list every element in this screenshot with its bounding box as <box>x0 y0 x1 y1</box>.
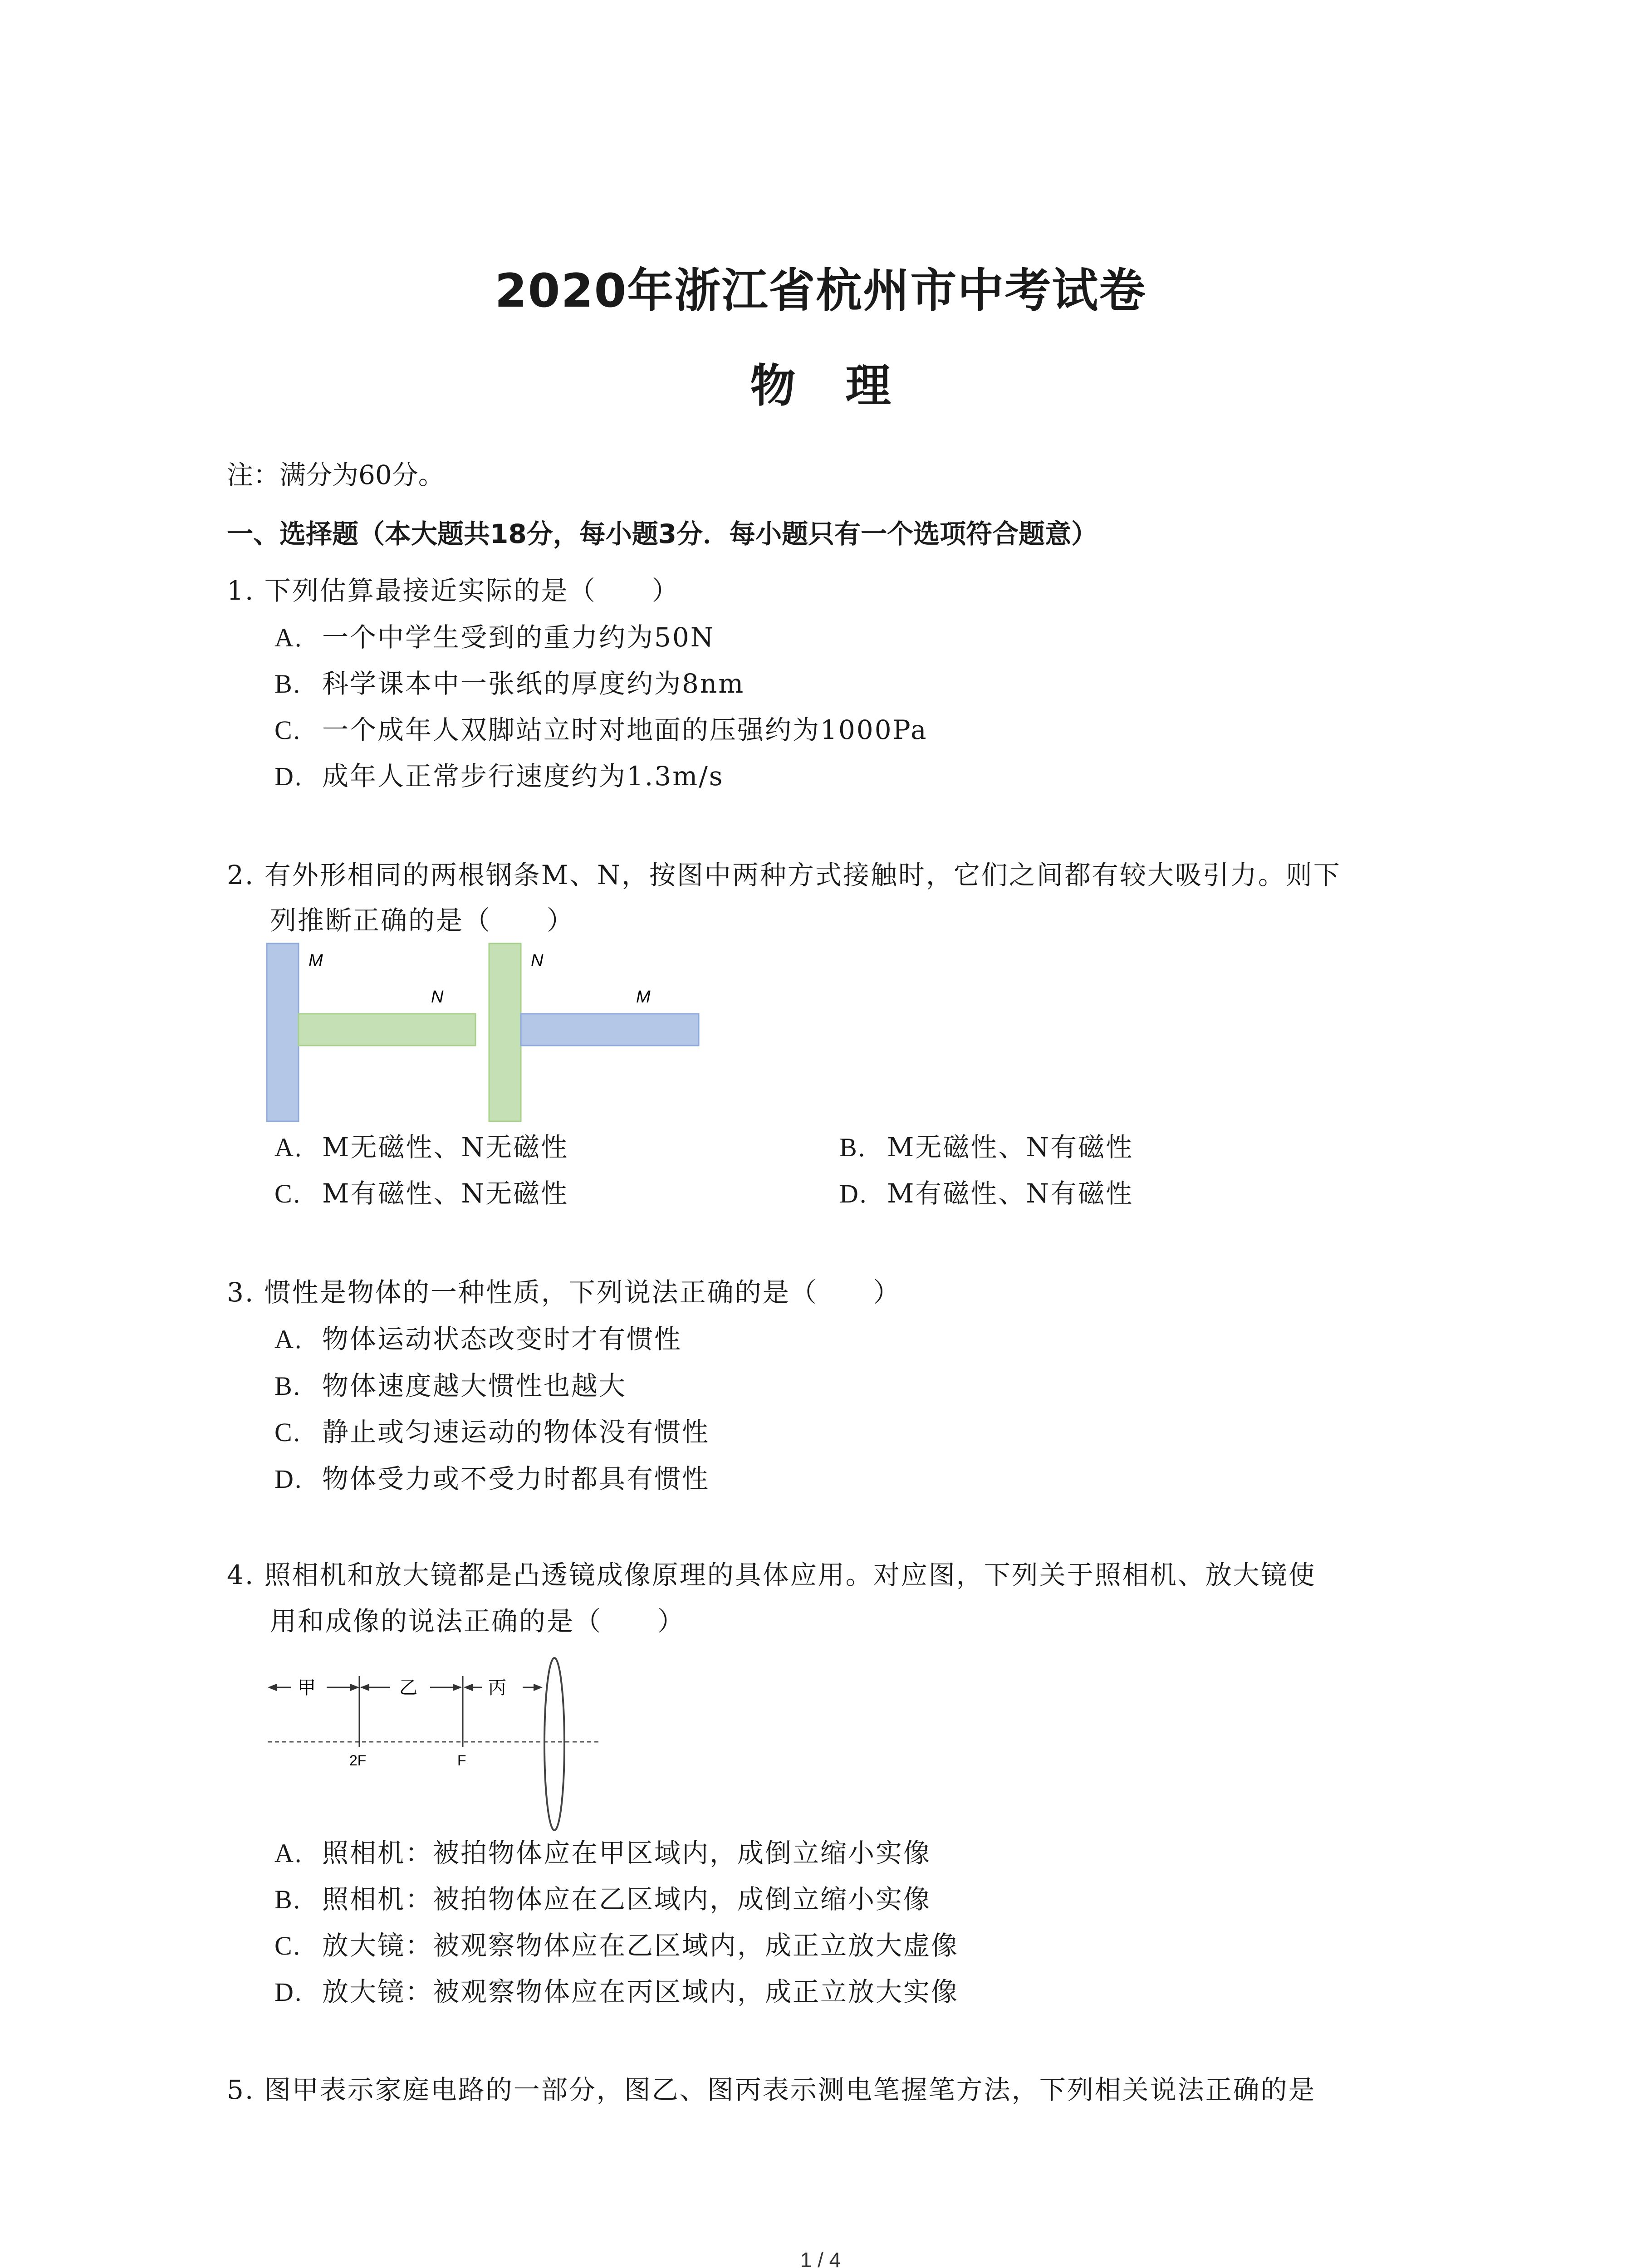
question-4-option-d[interactable] <box>274 1970 959 2009</box>
question-2-option-a[interactable] <box>274 1126 568 1164</box>
option-text: M无磁性、N无磁性 <box>322 1132 569 1163</box>
option-label: C. <box>274 715 302 745</box>
arrowhead-left <box>268 1684 277 1691</box>
question-2-option-c[interactable] <box>274 1172 568 1210</box>
arrowhead-right <box>350 1684 359 1691</box>
page-number: 1 / 4 <box>800 2248 841 2268</box>
option-text: 科学课本中一张纸的厚度约为8nm <box>322 668 745 699</box>
option-text: 放大镜：被观察物体应在丙区域内，成正立放大实像 <box>322 1976 959 2007</box>
option-text: 照相机：被拍物体应在乙区域内，成倒立缩小实像 <box>322 1884 931 1915</box>
region-label-jia: 甲 <box>298 1678 316 1698</box>
option-label: C. <box>274 1179 302 1208</box>
score-note: 注：满分为60分。 <box>227 459 445 490</box>
label-m-1: M <box>309 951 323 970</box>
question-1-option-d[interactable] <box>274 755 724 793</box>
bar-n-vertical <box>489 943 521 1121</box>
option-label: D. <box>274 1977 303 2007</box>
option-text: 物体运动状态改变时才有惯性 <box>322 1324 682 1354</box>
region-label-yi: 乙 <box>399 1678 417 1698</box>
option-label: D. <box>839 1179 868 1208</box>
label-n-2: N <box>531 951 544 970</box>
option-label: A. <box>274 1325 303 1354</box>
option-label: C. <box>274 1418 302 1447</box>
question-4-option-a[interactable] <box>274 1832 931 1870</box>
option-text: M有磁性、N无磁性 <box>322 1178 569 1209</box>
question-2-stem-line-2: 列推断正确的是（ ） <box>270 905 575 936</box>
convex-lens <box>544 1658 564 1830</box>
option-label: A. <box>274 623 303 652</box>
option-label: B. <box>839 1133 867 1162</box>
question-1-option-c[interactable] <box>274 709 928 747</box>
question-2-stem-line-1: 2. 有外形相同的两根钢条M、N，按图中两种方式接触时，它们之间都有较大吸引力。则下 <box>227 860 1341 890</box>
question-3-option-c[interactable] <box>274 1411 710 1449</box>
option-text: 放大镜：被观察物体应在乙区域内，成正立放大虚像 <box>322 1930 959 1961</box>
question-3-option-a[interactable] <box>274 1318 682 1356</box>
question-3-stem: 3. 惯性是物体的一种性质，下列说法正确的是（ ） <box>227 1277 901 1308</box>
question-1-option-a[interactable] <box>274 616 715 654</box>
subject-title: 物理 <box>750 359 941 412</box>
label-n-1: N <box>431 987 444 1007</box>
magnet-bars-figure <box>259 939 712 1129</box>
point-label-2f: 2F <box>349 1752 367 1769</box>
option-label: A. <box>274 1838 303 1868</box>
option-text: 一个中学生受到的重力约为50N <box>322 622 715 653</box>
option-label: D. <box>274 762 303 791</box>
arrowhead-left <box>464 1684 473 1691</box>
option-label: C. <box>274 1931 302 1960</box>
option-label: A. <box>274 1133 303 1162</box>
section-heading: 一、选择题（本大题共18分，每小题3分．每小题只有一个选项符合题意） <box>227 518 1098 549</box>
point-label-f: F <box>457 1752 466 1769</box>
arrowhead-right <box>534 1684 543 1691</box>
question-2-option-d[interactable] <box>839 1172 1133 1210</box>
question-4-option-b[interactable] <box>274 1878 931 1916</box>
arrowhead-right <box>453 1684 462 1691</box>
question-1-stem: 1. 下列估算最接近实际的是（ ） <box>227 575 680 606</box>
question-4-option-c[interactable] <box>274 1924 959 1962</box>
option-text: 照相机：被拍物体应在甲区域内，成倒立缩小实像 <box>322 1838 931 1868</box>
option-text: M有磁性、N有磁性 <box>887 1178 1134 1209</box>
lens-diagram-figure <box>263 1651 608 1833</box>
option-text: 物体受力或不受力时都具有惯性 <box>322 1463 710 1494</box>
question-4-stem-line-1: 4. 照相机和放大镜都是凸透镜成像原理的具体应用。对应图，下列关于照相机、放大镜使 <box>227 1559 1316 1590</box>
option-text: 成年人正常步行速度约为1.3m/s <box>322 761 724 792</box>
option-text: 物体速度越大惯性也越大 <box>322 1370 627 1401</box>
option-label: B. <box>274 1371 302 1401</box>
bar-m-horizontal <box>521 1014 699 1046</box>
option-label: B. <box>274 1885 302 1914</box>
question-3-option-b[interactable] <box>274 1364 627 1403</box>
region-label-bing: 丙 <box>488 1678 506 1698</box>
bar-m-vertical <box>267 943 299 1121</box>
question-1-option-b[interactable] <box>274 662 745 700</box>
question-5-stem: 5. 图甲表示家庭电路的一部分，图乙、图丙表示测电笔握笔方法，下列相关说法正确的是 <box>227 2074 1316 2105</box>
question-4-stem-line-2: 用和成像的说法正确的是（ ） <box>270 1606 686 1637</box>
arrowhead-left <box>360 1684 369 1691</box>
label-m-2: M <box>636 987 651 1007</box>
question-3-option-d[interactable] <box>274 1457 710 1496</box>
option-text: 静止或匀速运动的物体没有惯性 <box>322 1417 710 1447</box>
option-label: D. <box>274 1464 303 1494</box>
option-text: 一个成年人双脚站立时对地面的压强约为1000Pa <box>322 714 928 745</box>
option-text: M无磁性、N有磁性 <box>887 1132 1134 1163</box>
exam-title: 2020年浙江省杭州市中考试卷 <box>495 264 1146 318</box>
bar-n-horizontal <box>299 1014 475 1046</box>
question-2-option-b[interactable] <box>839 1126 1133 1164</box>
option-label: B. <box>274 669 302 699</box>
